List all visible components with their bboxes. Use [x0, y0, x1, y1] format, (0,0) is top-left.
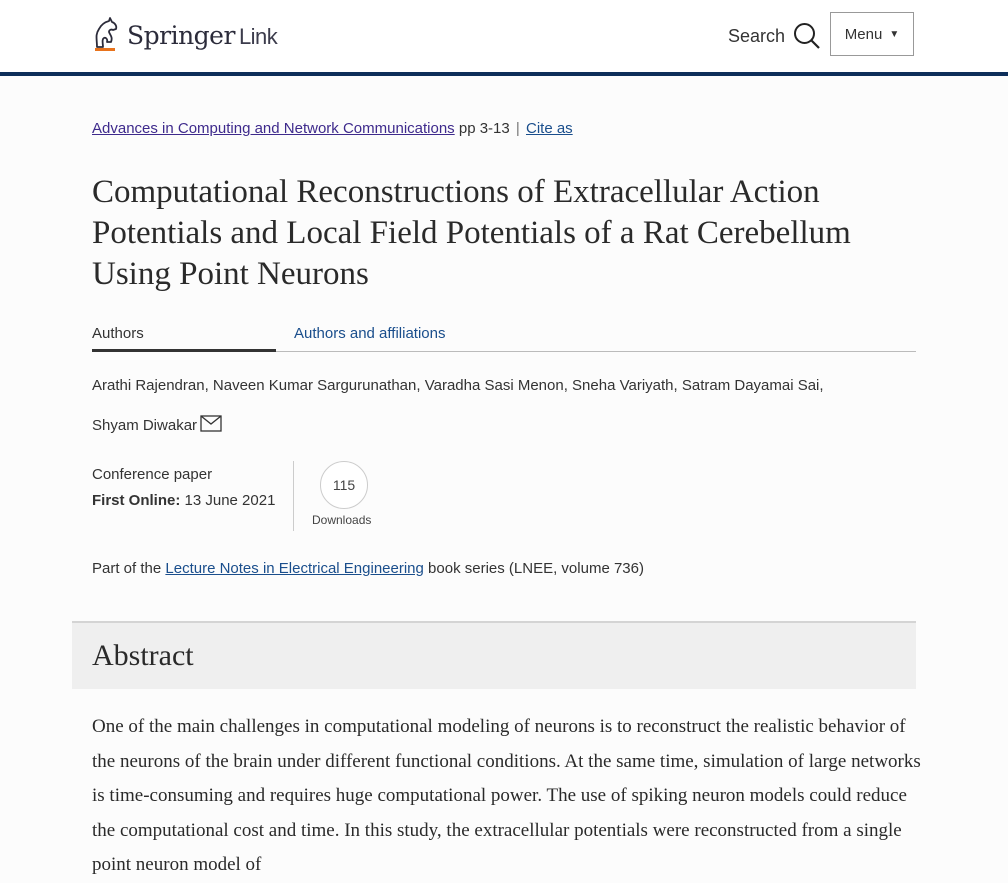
meta-divider: [293, 461, 294, 531]
breadcrumb: [92, 120, 573, 137]
series-suffix: book series (LNEE, volume 736): [428, 560, 644, 577]
book-title-link[interactable]: Advances in Computing and Network Communications: [92, 120, 455, 137]
series-prefix: Part of the: [92, 560, 162, 577]
page-range: pp 3-13: [458, 120, 510, 137]
logo-text: [127, 21, 277, 50]
content-type: Conference paper: [92, 466, 213, 483]
author-name[interactable]: Sneha Variyath,: [572, 377, 678, 394]
author-list: [92, 366, 922, 446]
page-title: Computational Reconstructions of Extracellular Action Potentials and Local Field Potentials of a Rat Cerebellum Using Point Neurons: [92, 174, 851, 292]
downloads-label: Downloads: [312, 513, 372, 527]
email-icon[interactable]: [200, 415, 222, 432]
first-online-label: First Online:: [92, 492, 181, 509]
tab-authors[interactable]: Authors: [92, 325, 276, 352]
author-name[interactable]: Varadha Sasi Menon,: [424, 377, 568, 394]
search-icon: [793, 22, 821, 50]
downloads-count: 115: [320, 461, 368, 509]
book-series: [92, 560, 644, 577]
menu-label: Menu: [844, 25, 883, 43]
first-online-date: 13 June 2021: [184, 492, 276, 509]
cite-as-link[interactable]: Cite as: [525, 120, 573, 137]
author-name[interactable]: Shyam Diwakar: [92, 417, 198, 434]
springer-horse-icon: [91, 17, 121, 53]
first-online: [92, 488, 275, 514]
author-name[interactable]: Naveen Kumar Sargurunathan,: [212, 377, 421, 394]
search-label: Search: [728, 25, 786, 46]
site-header: [0, 0, 1008, 76]
logo-brand: Springer: [127, 20, 235, 50]
logo-product: Link: [238, 23, 278, 49]
abstract-text: One of the main challenges in computational modeling of neurons is to reconstruct the realistic behavior of the neurons of the brain under different functional conditions. At the same time, simulation of large networks is time-consuming and requires huge computational power. The use of spiking neuron models could reduce the computational cost and time. In this study, the extracellular potentials were reconstructed from a single point neuron model of: [92, 716, 921, 875]
caret-down-icon: ▼: [889, 28, 900, 40]
author-name[interactable]: Arathi Rajendran,: [92, 377, 209, 394]
abstract-header: [72, 621, 916, 689]
series-link[interactable]: Lecture Notes in Electrical Engineering: [165, 560, 424, 577]
search-button[interactable]: [728, 22, 821, 50]
springer-link-logo[interactable]: [91, 14, 277, 56]
abstract-heading: Abstract: [92, 639, 194, 672]
menu-button[interactable]: [830, 12, 914, 56]
tab-authors-and-affiliations[interactable]: Authors and affiliations: [294, 325, 446, 342]
author-name[interactable]: Satram Dayamai Sai,: [681, 377, 824, 394]
breadcrumb-separator: |: [515, 120, 520, 137]
author-tabs: [92, 325, 916, 352]
publication-meta: [92, 462, 275, 514]
